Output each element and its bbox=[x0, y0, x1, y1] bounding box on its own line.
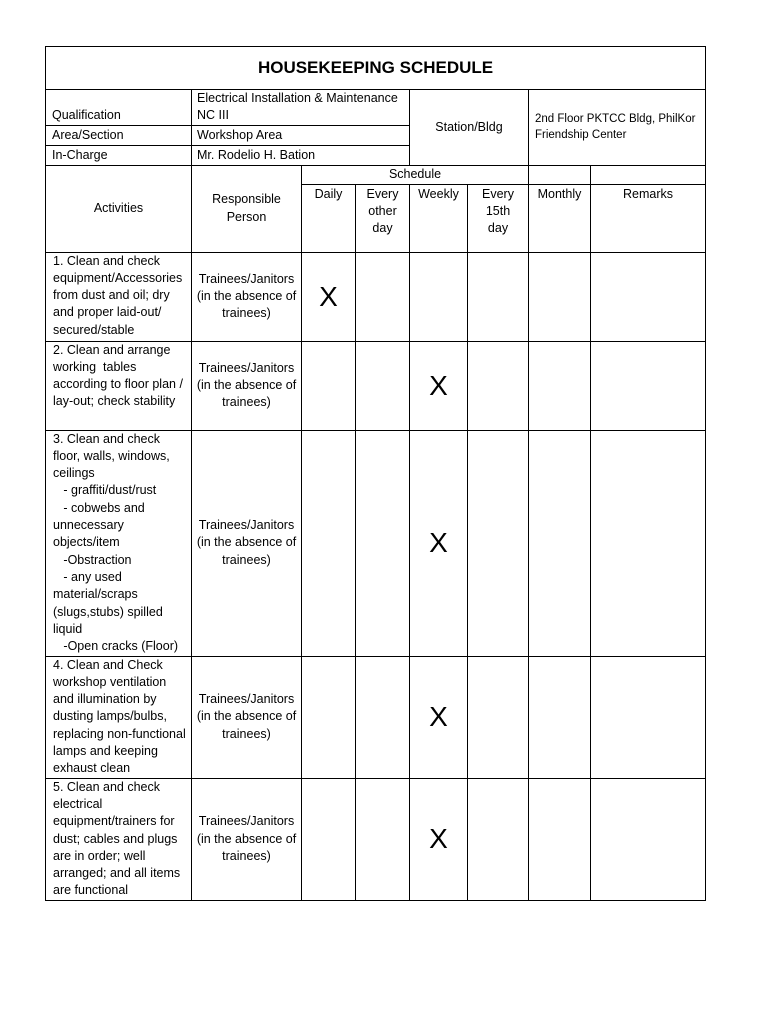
every-other-day-mark bbox=[356, 252, 410, 341]
monthly-mark bbox=[529, 341, 591, 430]
remarks-cell bbox=[591, 656, 706, 778]
station-value: 2nd Floor PKTCC Bldg, PhilKor Friendship Center bbox=[529, 90, 706, 166]
incharge-label: In-Charge bbox=[46, 145, 192, 165]
qualification-value: Electrical Installation & Maintenance NC III bbox=[192, 90, 410, 126]
daily-mark bbox=[302, 430, 356, 656]
monthly-header: Monthly bbox=[529, 184, 591, 252]
weekly-header: Weekly bbox=[410, 184, 468, 252]
every-15th-day-mark bbox=[468, 778, 529, 900]
housekeeping-schedule-document bbox=[45, 46, 705, 901]
weekly-mark: X bbox=[410, 656, 468, 778]
responsible-cell: Trainees/Janitors (in the absence of trainees) bbox=[192, 252, 302, 341]
every-other-day-mark bbox=[356, 656, 410, 778]
every-other-day-mark bbox=[356, 341, 410, 430]
table-row bbox=[46, 430, 706, 656]
responsible-header: Responsible Person bbox=[192, 165, 302, 252]
monthly-mark bbox=[529, 778, 591, 900]
incharge-value: Mr. Rodelio H. Bation bbox=[192, 145, 410, 165]
every-other-day-mark bbox=[356, 778, 410, 900]
daily-mark bbox=[302, 778, 356, 900]
every-other-day-header: Every other day bbox=[356, 184, 410, 252]
table-row bbox=[46, 656, 706, 778]
table-row bbox=[46, 252, 706, 341]
weekly-mark: X bbox=[410, 341, 468, 430]
every-15th-day-mark bbox=[468, 656, 529, 778]
remarks-cell bbox=[591, 778, 706, 900]
monthly-header-top bbox=[529, 165, 591, 184]
page-title: HOUSEKEEPING SCHEDULE bbox=[46, 47, 706, 90]
area-label: Area/Section bbox=[46, 125, 192, 145]
activity-cell: 2. Clean and arrange working tables according to floor plan / lay-out; check stability bbox=[46, 341, 192, 430]
table-row bbox=[46, 341, 706, 430]
qualification-label: Qualification bbox=[46, 90, 192, 126]
daily-mark bbox=[302, 341, 356, 430]
remarks-cell bbox=[591, 252, 706, 341]
weekly-mark bbox=[410, 252, 468, 341]
area-value: Workshop Area bbox=[192, 125, 410, 145]
remarks-cell bbox=[591, 341, 706, 430]
remarks-header: Remarks bbox=[591, 184, 706, 252]
weekly-mark: X bbox=[410, 778, 468, 900]
daily-mark: X bbox=[302, 252, 356, 341]
station-label: Station/Bldg bbox=[410, 90, 529, 166]
remarks-cell bbox=[591, 430, 706, 656]
weekly-mark: X bbox=[410, 430, 468, 656]
activities-header: Activities bbox=[46, 165, 192, 252]
activity-cell: 4. Clean and Check workshop ventilation and illumination by dusting lamps/bulbs, replacing non-functional lamps and keeping exhaust clean bbox=[46, 656, 192, 778]
every-15th-day-mark bbox=[468, 430, 529, 656]
remarks-header-top bbox=[591, 165, 706, 184]
monthly-mark bbox=[529, 656, 591, 778]
daily-mark bbox=[302, 656, 356, 778]
every-other-day-mark bbox=[356, 430, 410, 656]
responsible-cell: Trainees/Janitors (in the absence of trainees) bbox=[192, 778, 302, 900]
schedule-header: Schedule bbox=[302, 165, 529, 184]
every-15th-day-mark bbox=[468, 252, 529, 341]
responsible-cell: Trainees/Janitors (in the absence of trainees) bbox=[192, 430, 302, 656]
activity-cell: 3. Clean and check floor, walls, windows, ceilings - graffiti/dust/rust - cobwebs and unnecessary objects/item -Obstraction - any used material/scraps (slugs,stubs) spilled liquid -Open cracks (Floor) bbox=[46, 430, 192, 656]
daily-header: Daily bbox=[302, 184, 356, 252]
every-15th-day-mark bbox=[468, 341, 529, 430]
activity-cell: 5. Clean and check electrical equipment/trainers for dust; cables and plugs are in order; well arranged; and all items are functional bbox=[46, 778, 192, 900]
activity-cell: 1. Clean and check equipment/Accessories from dust and oil; dry and proper laid-out/ secured/stable bbox=[46, 252, 192, 341]
responsible-cell: Trainees/Janitors (in the absence of trainees) bbox=[192, 656, 302, 778]
responsible-cell: Trainees/Janitors (in the absence of trainees) bbox=[192, 341, 302, 430]
monthly-mark bbox=[529, 430, 591, 656]
every-15th-day-header: Every 15th day bbox=[468, 184, 529, 252]
monthly-mark bbox=[529, 252, 591, 341]
schedule-table bbox=[45, 46, 706, 901]
table-row bbox=[46, 778, 706, 900]
